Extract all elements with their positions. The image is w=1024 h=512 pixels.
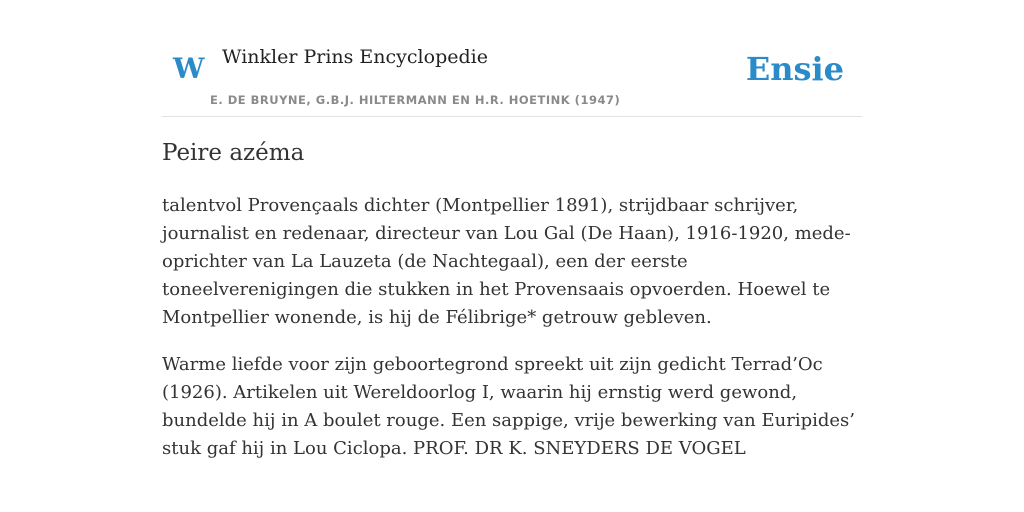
article-paragraph: Warme liefde voor zijn geboortegrond spreekt uit zijn gedicht Terrad’Oc (1926). Artikelen uit Wereldoorlog I, waarin hij ernstig werd gewond, bundelde hij in A boulet rouge. Een sappige, vrije bewerking van Euripides’ stuk gaf hij in Lou Ciclopa. PROF. DR K. SNEYDERS DE VOGEL bbox=[162, 354, 855, 459]
article-body bbox=[162, 192, 862, 482]
publication-title[interactable]: Winkler Prins Encyclopedie bbox=[222, 46, 488, 68]
publication-authors: E. DE BRUYNE, G.B.J. HILTERMANN EN H.R. HOETINK (1947) bbox=[210, 93, 621, 107]
article-paragraph: talentvol Provençaals dichter (Montpellier 1891), strijdbaar schrijver, journalist en redenaar, directeur van Lou Gal (De Haan), 1916-1920, mede-oprichter van La Lauzeta (de Nachtegaal), een der eerste toneelverenigingen die stukken in het Provensaais opvoerden. Hoewel te Montpellier wonende, is hij de Félibrige* getrouw gebleven. bbox=[162, 195, 851, 328]
article-title: Peire azéma bbox=[162, 140, 305, 166]
ensie-logo[interactable]: Ensie bbox=[745, 50, 844, 88]
site-header bbox=[162, 0, 862, 117]
winkler-prins-logo[interactable]: W bbox=[173, 52, 205, 85]
